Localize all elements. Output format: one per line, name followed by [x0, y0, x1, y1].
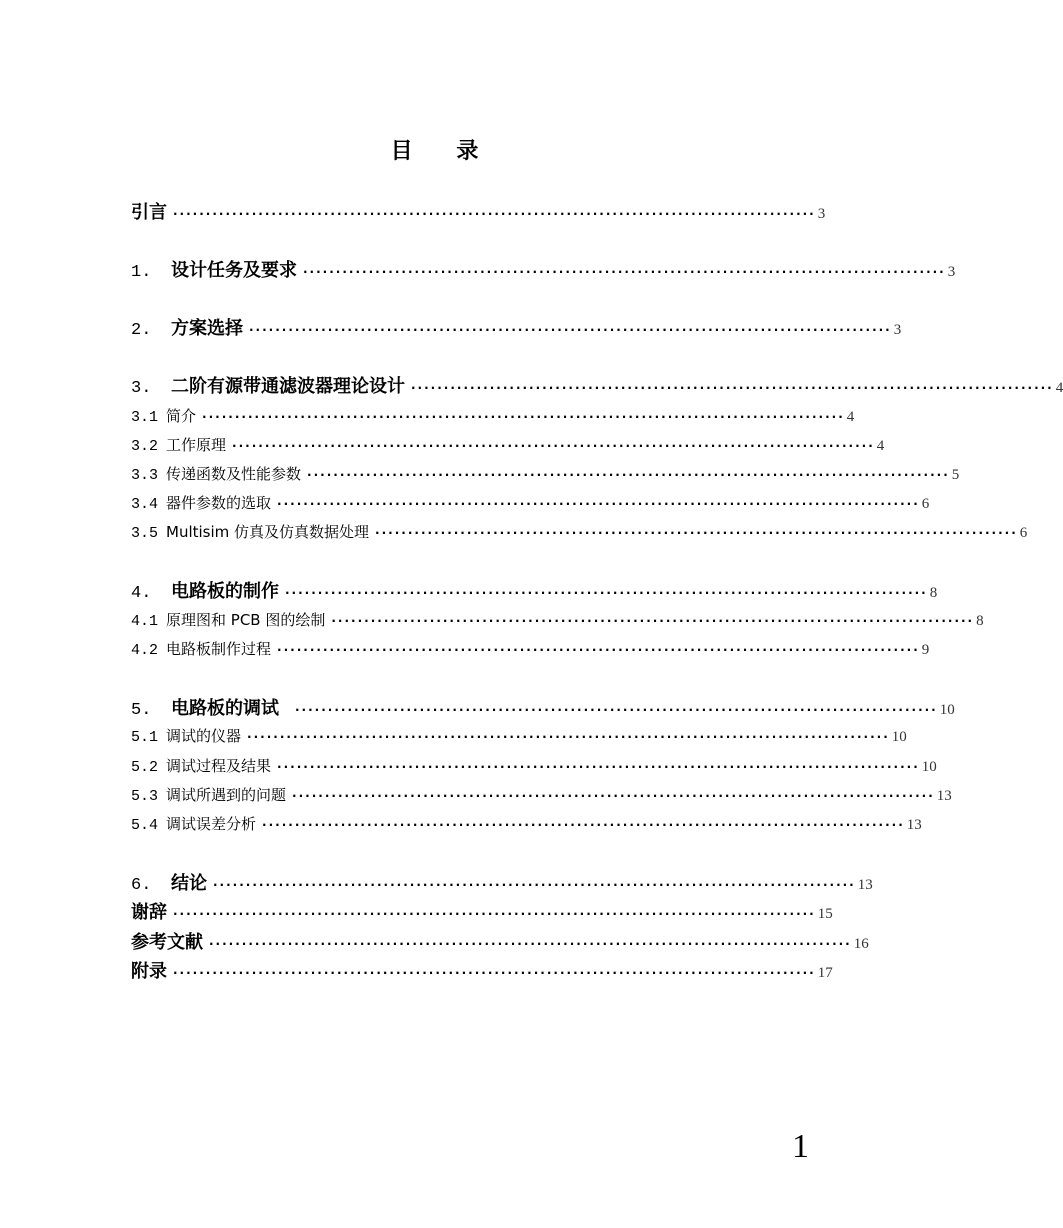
toc-entry-label: 3.1 简介 [131, 407, 197, 426]
toc-entry-2[interactable]: 2. 方案选择 ·································································································· 3 [131, 314, 737, 340]
toc-entry-label: 5. 电路板的调试 [131, 698, 279, 720]
toc-page-number: 13 [936, 788, 952, 804]
toc-page-number: 10 [921, 759, 937, 775]
toc-entry-3-4[interactable]: 3.4 器件参数的选取 ·································································································· 6 [131, 494, 930, 513]
toc-page-number: 10 [891, 729, 907, 745]
toc-page-number: 8 [976, 613, 984, 629]
toc-entry-5-2[interactable]: 5.2 调试过程及结果 ·································································································· 10 [131, 757, 937, 776]
toc-page-number: 5 [951, 467, 960, 483]
toc-entry-label: 4. 电路板的制作 [131, 581, 279, 603]
toc-entry-label: 3.5 Multisim 仿真及仿真数据处理 [131, 523, 370, 542]
toc-entry-references[interactable]: 参考文献 ·································································································· 16 [131, 928, 737, 954]
toc-page-number: 13 [857, 877, 873, 893]
toc-page-number: 4 [1055, 380, 1063, 396]
toc-entry-acknowledgements[interactable]: 谢辞 ·································································································· 15 [131, 898, 737, 924]
toc-entry-3-2[interactable]: 3.2 工作原理 ·································································································· 4 [131, 436, 885, 455]
toc-entry-6[interactable]: 6. 结论 ·································································································· 13 [131, 869, 737, 895]
page-number: 1 [792, 1128, 809, 1165]
toc-page-number: 15 [817, 906, 833, 922]
toc-entry-label: 参考文献 [131, 932, 203, 953]
toc-entry-1[interactable]: 1. 设计任务及要求 ·································································································· 3 [131, 256, 737, 282]
toc-entry-5-4[interactable]: 5.4 调试误差分析 ·································································································· 13 [131, 815, 922, 834]
toc-entry-label: 3.3 传递函数及性能参数 [131, 465, 302, 484]
toc-entry-4-2[interactable]: 4.2 电路板制作过程 ·································································································· 9 [131, 640, 930, 659]
toc-page-number: 6 [1019, 525, 1028, 541]
toc-entry-label: 4.1 原理图和 PCB 图的绘制 [131, 611, 326, 630]
toc-entry-appendix[interactable]: 附录 ·································································································· 17 [131, 957, 737, 983]
toc-page-number: 10 [939, 702, 955, 718]
toc-entry-label: 3.4 器件参数的选取 [131, 494, 272, 513]
toc-entry-label: 引言 [131, 202, 167, 223]
toc-title: 目 录 [390, 139, 497, 164]
toc-page-number: 16 [853, 936, 869, 952]
toc-entry-label: 5.2 调试过程及结果 [131, 757, 272, 776]
toc-entry-label: 3.2 工作原理 [131, 436, 227, 455]
toc-page-number: 13 [906, 817, 922, 833]
toc-entry-3-5[interactable]: 3.5 Multisim 仿真及仿真数据处理 ·································································································· 6 [131, 523, 1028, 542]
toc-entry-3-1[interactable]: 3.1 简介 ·································································································· 4 [131, 407, 855, 426]
toc-page-number: 3 [817, 206, 826, 222]
toc-entry-label: 2. 方案选择 [131, 318, 243, 340]
toc-entry-label: 谢辞 [131, 902, 167, 923]
toc-entry-3-3[interactable]: 3.3 传递函数及性能参数 ·································································································· 5 [131, 465, 960, 484]
toc-page-number: 3 [947, 264, 956, 280]
toc-page-number: 3 [893, 322, 902, 338]
toc-page-number: 8 [929, 585, 938, 601]
toc-page-number: 4 [876, 438, 885, 454]
toc-entry-label: 4.2 电路板制作过程 [131, 640, 272, 659]
toc-entry-intro[interactable]: 引言 ·································································································· 3 [131, 198, 737, 224]
toc-entry-label: 附录 [131, 961, 167, 982]
toc-page-number: 6 [921, 496, 930, 512]
toc-entry-label: 5.1 调试的仪器 [131, 727, 242, 746]
toc-entry-5-3[interactable]: 5.3 调试所遇到的问题 ·································································································· 13 [131, 786, 952, 805]
toc-entry-label: 5.4 调试误差分析 [131, 815, 257, 834]
toc-entry-5[interactable]: 5. 电路板的调试 ·································································································· 10 [131, 694, 737, 720]
toc-entry-5-1[interactable]: 5.1 调试的仪器 ·································································································· 10 [131, 727, 907, 746]
toc-entry-label: 1. 设计任务及要求 [131, 260, 297, 282]
toc-page-number: 9 [921, 642, 930, 658]
toc-page-number: 17 [817, 965, 833, 981]
toc-entry-label: 3. 二阶有源带通滤波器理论设计 [131, 376, 405, 398]
toc-entry-label: 5.3 调试所遇到的问题 [131, 786, 287, 805]
toc-entry-4[interactable]: 4. 电路板的制作 ·································································································· 8 [131, 577, 737, 603]
toc-entry-3[interactable]: 3. 二阶有源带通滤波器理论设计 ·································································································· 4 [131, 372, 737, 398]
toc-page-number: 4 [846, 409, 855, 425]
toc-entry-4-1[interactable]: 4.1 原理图和 PCB 图的绘制 ·································································································· 8 [131, 611, 984, 630]
toc-entry-label: 6. 结论 [131, 873, 207, 895]
